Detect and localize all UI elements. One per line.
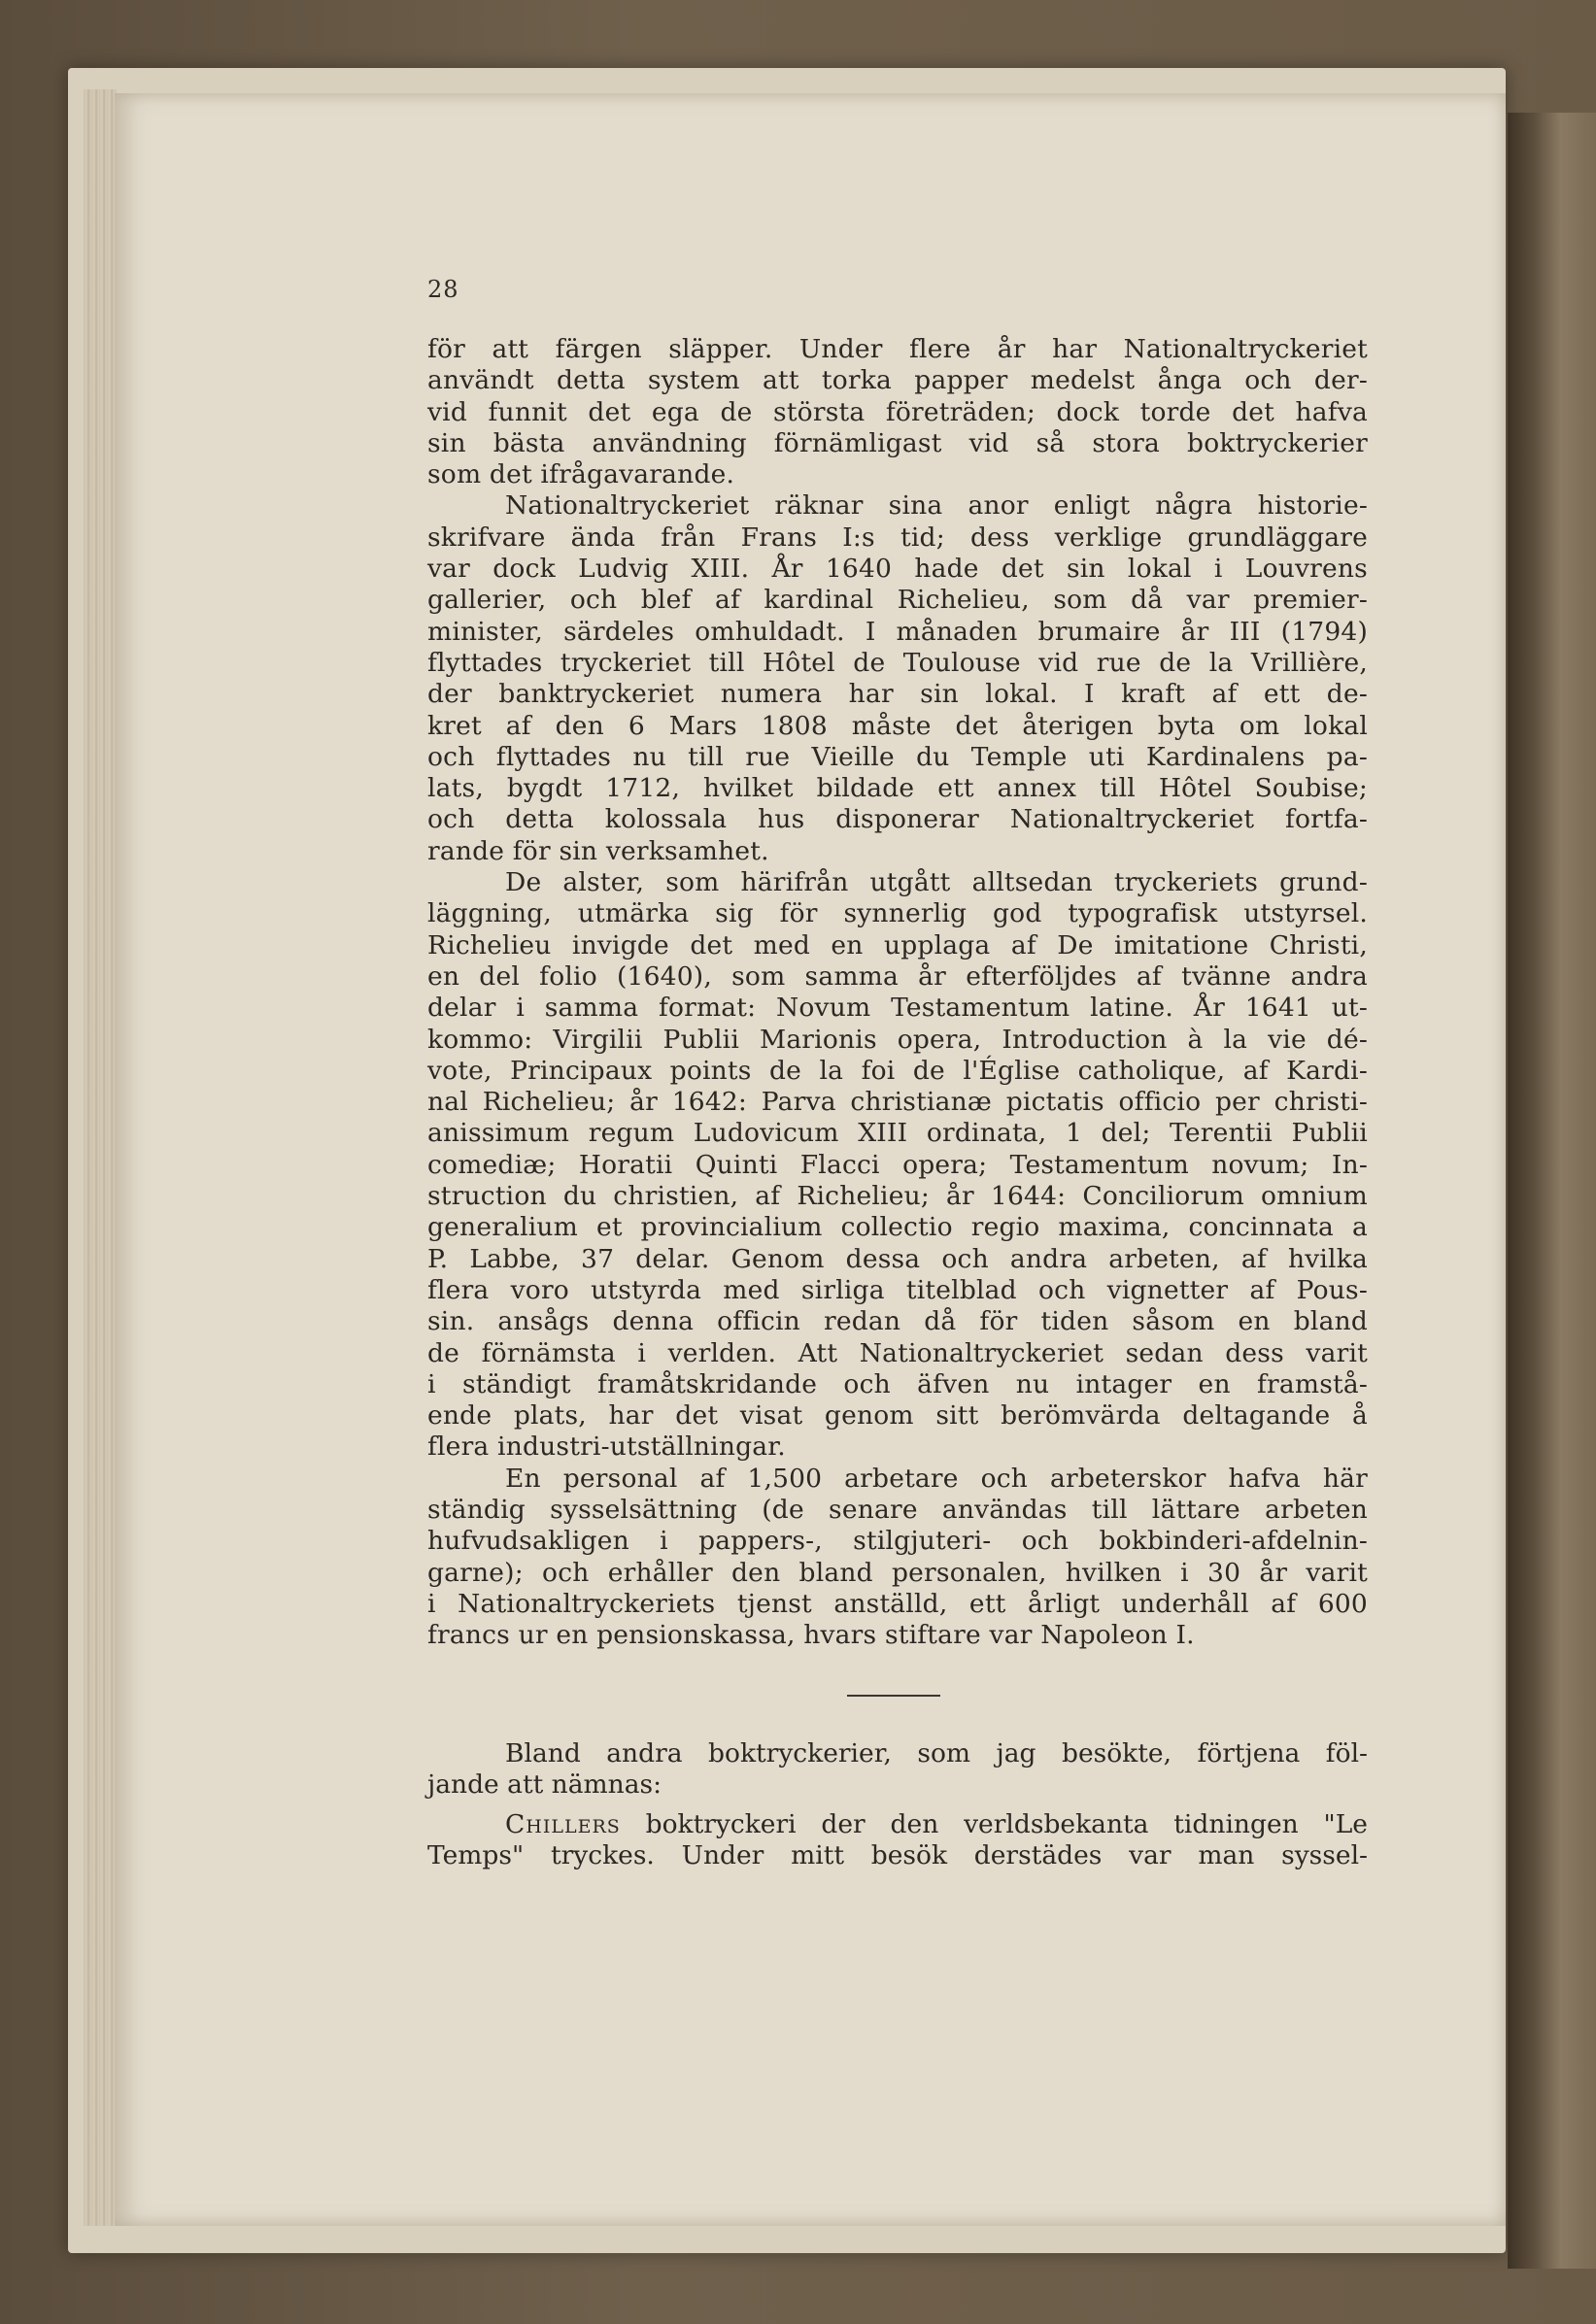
text-line: De alster, som härifrån utgått alltsedan tryckeriets grund- (505, 867, 1368, 898)
text-line: vote, Principaux points de la foi de l'Église catholique, af Kardi- (427, 1055, 1368, 1086)
text-line: delar i samma format: Novum Testamentum latine. År 1641 ut- (427, 993, 1368, 1024)
text-line: för att färgen släpper. Under flere år har Nationaltryckeriet (427, 334, 1368, 364)
text-line: flera voro utstyrda med sirliga titelblad och vignetter af Pous- (427, 1274, 1368, 1305)
text-fragment: boktryckeri der den verldsbekanta tidningen "Le (620, 1808, 1368, 1839)
text-line: i Nationaltryckeriets tjenst anställd, ett årligt underhåll af 600 (427, 1588, 1368, 1619)
paragraph (427, 867, 1368, 1464)
text-line: P. Labbe, 37 delar. Genom dessa och andra arbeten, af hvilka (427, 1243, 1368, 1274)
text-line: en del folio (1640), som samma år efterföljdes af tvänne andra (427, 960, 1368, 992)
text-line: i ständigt framåtskridande och äfven nu intager en framstå- (427, 1368, 1368, 1399)
text-line: struction du christien, af Richelieu; år 1644: Conciliorum omnium (427, 1181, 1368, 1212)
text-line: och detta kolossala hus disponerar Nationaltryckeriet fortfa- (427, 804, 1368, 835)
text-line: vid funnit det ega de största företräden; dock torde det hafva (427, 396, 1368, 427)
text-line: kommo: Virgilii Publii Marionis opera, Introduction à la vie dé- (427, 1024, 1368, 1055)
section-two-text (427, 1738, 1368, 1871)
section-divider (847, 1695, 940, 1697)
text-line: ende plats, har det visat genom sitt berömvärda deltagande å (427, 1400, 1368, 1431)
text-line: generalium et provincialium collectio regio maxima, concinnata a (427, 1212, 1368, 1243)
text-line: var dock Ludvig XIII. År 1640 hade det sin lokal i Louvrens (427, 554, 1368, 585)
text-line: flyttades tryckeriet till Hôtel de Toulouse vid rue de la Vrillière, (427, 647, 1368, 678)
paragraph (427, 1809, 1368, 1872)
text-line: rande för sin verksamhet. (427, 835, 769, 866)
text-line: flera industri-utställningar. (427, 1431, 786, 1463)
text-line: minister, särdeles omhuldadt. I månaden brumaire år III (1794) (427, 616, 1368, 647)
main-text (427, 334, 1368, 1651)
text-line: Richelieu invigde det med en upplaga af De imitatione Christi, (427, 929, 1368, 960)
text-line: Temps" tryckes. Under mitt besök derstädes var man syssel- (427, 1839, 1368, 1870)
text-line: de förnämsta i verlden. Att Nationaltryckeriet sedan dess varit (427, 1337, 1368, 1368)
text-line: sin. ansågs denna officin redan då för tiden såsom en bland (427, 1306, 1368, 1337)
text-line: lats, bygdt 1712, hvilket bildade ett annex till Hôtel Soubise; (427, 773, 1368, 804)
text-line: användt detta system att torka papper medelst ånga och der- (427, 365, 1368, 396)
text-line: En personal af 1,500 arbetare och arbeterskor hafva här (505, 1463, 1368, 1494)
paragraph (427, 334, 1368, 490)
company-name: Chillers (505, 1808, 621, 1839)
text-line: som det ifrågavarande. (427, 459, 735, 490)
text-line: gallerier, och blef af kardinal Richelieu, som då var premier- (427, 585, 1368, 616)
text-line: francs ur en pensionskassa, hvars stiftare var Napoleon I. (427, 1620, 1195, 1651)
page-number: 28 (427, 276, 459, 303)
text-line: comediæ; Horatii Quinti Flacci opera; Testamentum novum; In- (427, 1149, 1368, 1180)
text-line: och flyttades nu till rue Vieille du Temple uti Kardinalens pa- (427, 741, 1368, 772)
text-line: ständig sysselsättning (de senare användas till lättare arbeten (427, 1494, 1368, 1525)
text-line: hufvudsakligen i pappers-, stilgjuteri- och bokbinderi-afdelnin- (427, 1526, 1368, 1557)
text-line: kret af den 6 Mars 1808 måste det återigen byta om lokal (427, 710, 1368, 741)
paragraph (427, 1738, 1368, 1802)
page-edges (84, 89, 117, 2226)
paragraph (427, 1464, 1368, 1652)
text-line: anissimum regum Ludovicum XIII ordinata, 1 del; Terentii Publii (427, 1118, 1368, 1149)
text-line: der banktryckeriet numera har sin lokal. I kraft af ett de- (427, 679, 1368, 710)
text-line: sin bästa användning förnämligast vid så stora boktryckerier (427, 427, 1368, 458)
text-line: garne); och erhåller den bland personalen, hvilken i 30 år varit (427, 1557, 1368, 1588)
text-line: skrifvare ända från Frans I:s tid; dess verklige grundläggare (427, 522, 1368, 553)
text-line: läggning, utmärka sig för synnerlig god typografisk utstyrsel. (427, 898, 1368, 929)
paragraph (427, 490, 1368, 867)
text-line (427, 1809, 1368, 1840)
text-line: Bland andra boktryckerier, som jag besökte, förtjena föl- (505, 1738, 1368, 1768)
text-line: jande att nämnas: (427, 1769, 662, 1801)
text-line: Nationaltryckeriet räknar sina anor enligt några historie- (505, 490, 1368, 522)
book-right-edge (1508, 113, 1596, 2269)
text-line: nal Richelieu; år 1642: Parva christianæ pictatis officio per christi- (427, 1087, 1368, 1118)
